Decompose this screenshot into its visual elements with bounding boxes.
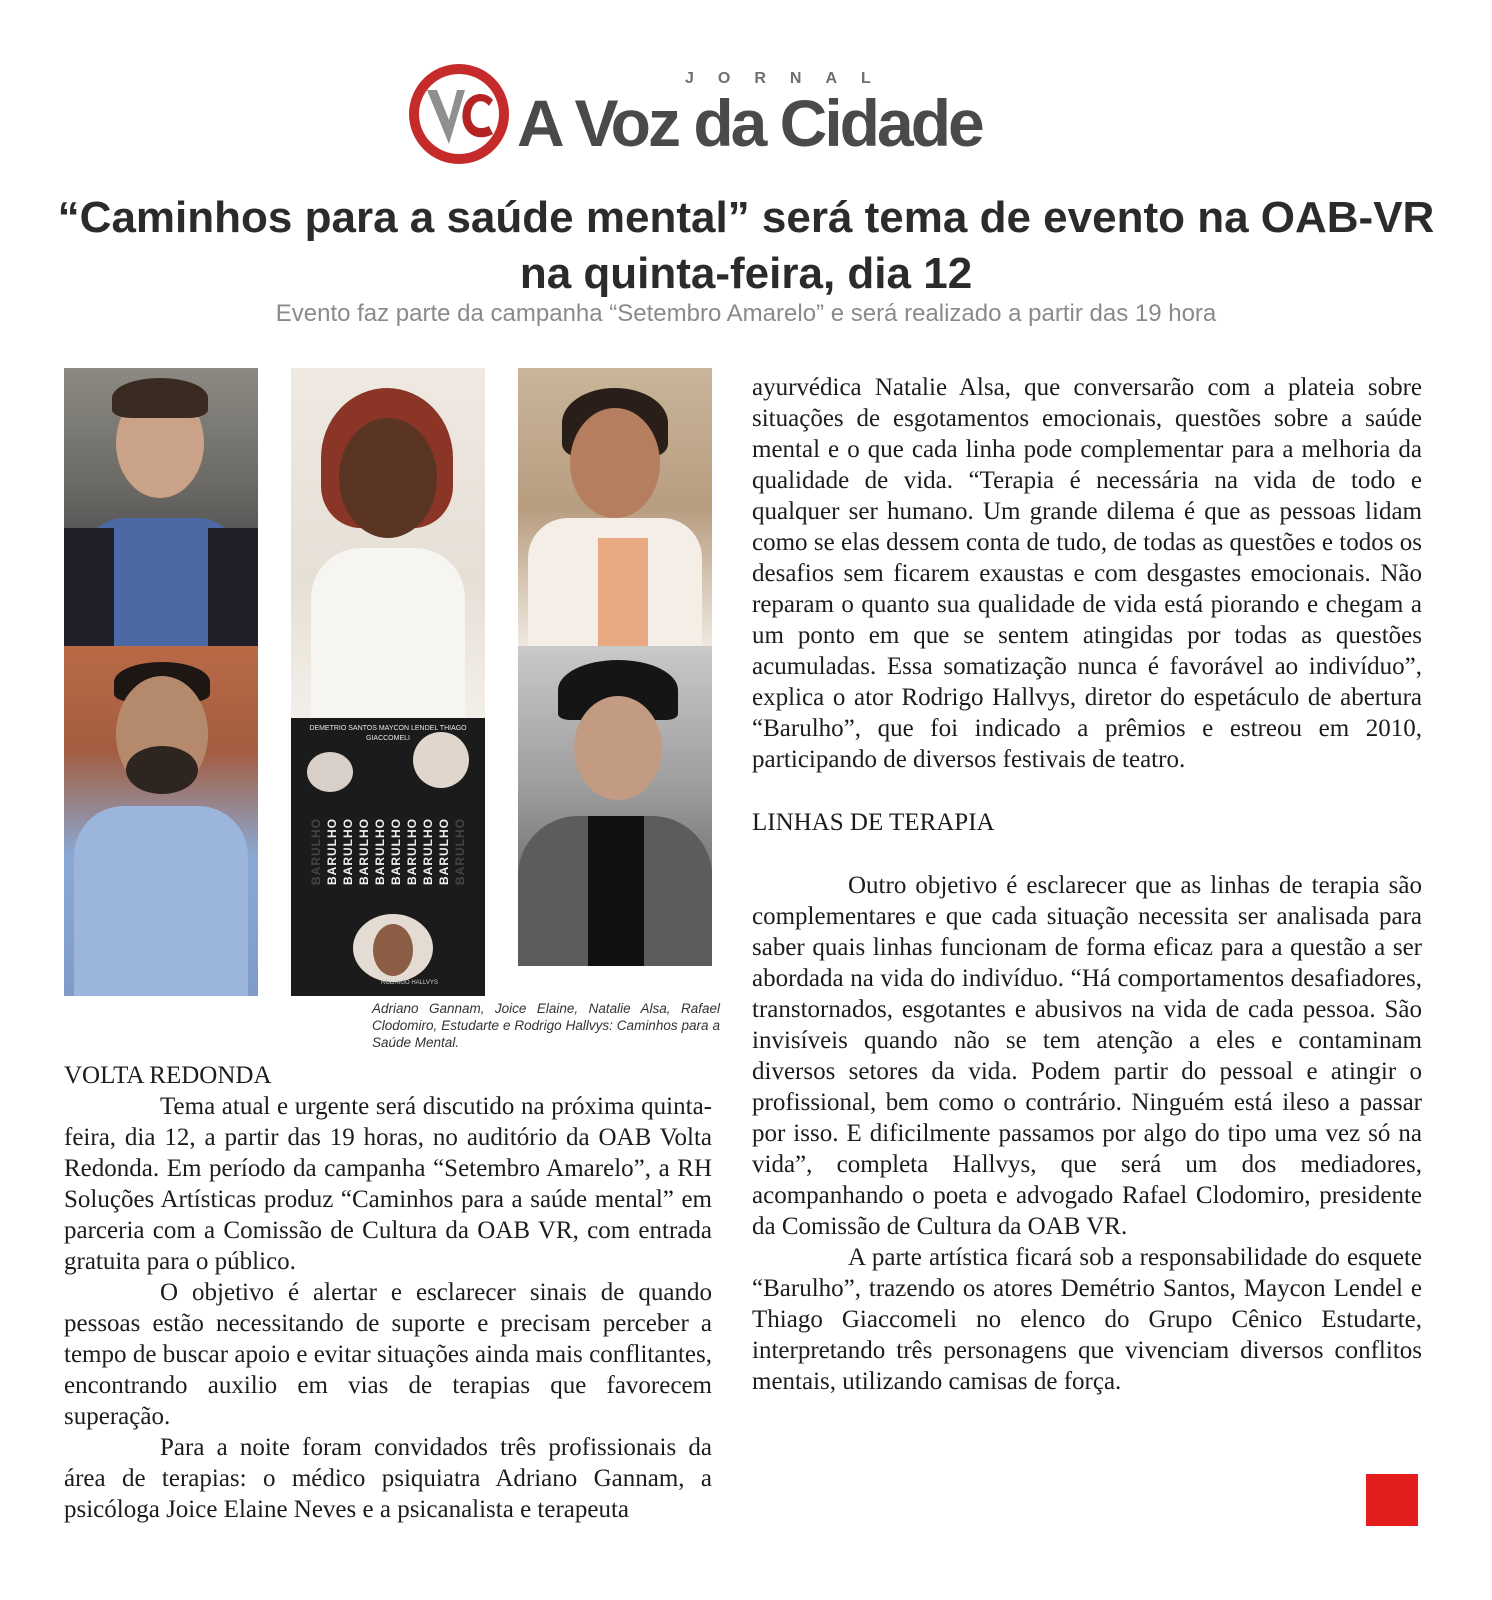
poster-word: BARULHO — [437, 818, 451, 885]
poster-barulho-words — [309, 818, 469, 928]
poster-word: BARULHO — [421, 818, 435, 885]
article-subheadline: Evento faz parte da campanha “Setembro Amarelo” e será realizado a partir das 19 hora — [275, 300, 1217, 327]
article-paragraph: A parte artística ficará sob a responsabilidade do esquete “Barulho”, trazendo os atores Demétrio Santos, Maycon Lendel e Thiago Giaccomeli no elenco do Grupo Cênico Estudarte, interpretando três personagens que vivenciam diversos conflitos mentais, utilizando camisas de força. — [752, 1244, 1422, 1395]
vc-monogram-logo-icon — [405, 60, 513, 168]
article-paragraph: Outro objetivo é esclarecer que as linhas de terapia são complementares e que cada situação necessita ser analisada para saber quais linhas funcionam de forma eficaz para a questão a ser abordada na vida do indivíduo. “Há comportamentos desafiadores, transtornados, esgotantes e abusivos na vida de cada pessoa. São invisíveis quando não se tem atenção a eles e contaminam diversos setores da vida. Podem partir do pessoal e atingir o profissional, bem como o contrário. Ninguém está ileso a passar por isso. E dificilmente passamos por algo do tipo uma vez só na vida”, completa Hallvys, que será um dos mediadores, acompanhando o poeta e advogado Rafael Clodomiro, presidente da Comissão de Cultura da OAB VR. — [752, 872, 1422, 1240]
poster-word: BARULHO — [309, 818, 323, 885]
article-dateline: VOLTA REDONDA — [64, 1062, 272, 1089]
poster-word: BARULHO — [373, 818, 387, 885]
article-end-mark — [1366, 1474, 1418, 1526]
photo-natalie-alsa — [518, 368, 712, 646]
poster-word: BARULHO — [453, 818, 467, 885]
poster-credits-bottom: RODRIGO HALLVYS — [381, 980, 438, 986]
masthead-title: A Voz da Cidade — [517, 86, 982, 160]
photo-rafael-clodomiro — [64, 646, 258, 996]
article-paragraph: O objetivo é alertar e esclarecer sinais de quando pessoas estão necessitando de suporte e precisam perceber a tempo de buscar apoio e evitar situações ainda mais conflitantes, encontrando auxilio em vias de terapias que favorecem superação. — [64, 1279, 712, 1430]
photo-adriano-gannam — [64, 368, 258, 646]
poster-word: BARULHO — [341, 818, 355, 885]
photo-caption: Adriano Gannam, Joice Elaine, Natalie Alsa, Rafael Clodomiro, Estudarte e Rodrigo Hallvys: Caminhos para a Saúde Mental. — [372, 1001, 720, 1050]
poster-word: BARULHO — [325, 818, 339, 885]
poster-word: BARULHO — [405, 818, 419, 885]
article-column-left — [64, 1060, 712, 1525]
article-paragraph: Tema atual e urgente será discutido na próxima quinta-feira, dia 12, a partir das 19 horas, no auditório da OAB Volta Redonda. Em período da campanha “Setembro Amarelo”, a RH Soluções Artísticas produz “Caminhos para a saúde mental” em parceria com a Comissão de Cultura da OAB VR, com entrada gratuita para o público. — [64, 1093, 712, 1275]
article-column-right — [752, 372, 1422, 1397]
article-paragraph: Para a noite foram convidados três profissionais da área de terapias: o médico psiquiatra Adriano Gannam, a psicóloga Joice Elaine Neves e a psicanalista e terapeuta — [64, 1434, 712, 1523]
masthead-kicker: JORNAL — [685, 70, 895, 87]
section-heading: LINHAS DE TERAPIA — [752, 809, 995, 836]
poster-word: BARULHO — [357, 818, 371, 885]
article-paragraph-continued: ayurvédica Natalie Alsa, que conversarão com a plateia sobre situações de esgotamentos emocionais, questões sobre a saúde mental e o que cada linha pode complementar para a melhoria da qualidade de vida. “Terapia é necessária na vida de todo e qualquer ser humano. Um grande dilema é que as pessoas lidam como se elas dessem conta de tudo, de todas as questões e todos os desafios sem ficarem exaustas e com desgastes emocionais. Não reparam o quanto sua qualidade de vida está piorando e chegam a um ponto em que se sentem atingidas por todas as questões acumuladas. Essa somatização nunca é favorável ao indivíduo”, explica o ator Rodrigo Hallvys, diretor do espetáculo de abertura “Barulho”, que foi indicado a prêmios e estreou em 2010, participando de diversos festivais de teatro. — [752, 374, 1422, 773]
photo-rodrigo-hallvys — [518, 646, 712, 966]
poster-credits-top: DEMETRIO SANTOS MAYCON LENDEL THIAGO GIACCOMELI — [309, 725, 467, 742]
photo-barulho-poster — [291, 718, 485, 996]
poster-word: BARULHO — [389, 818, 403, 885]
masthead — [405, 60, 1045, 170]
article-headline: “Caminhos para a saúde mental” será tema de evento na OAB-VR na quinta-feira, dia 12 — [57, 193, 1435, 298]
photo-joice-elaine — [291, 368, 485, 718]
